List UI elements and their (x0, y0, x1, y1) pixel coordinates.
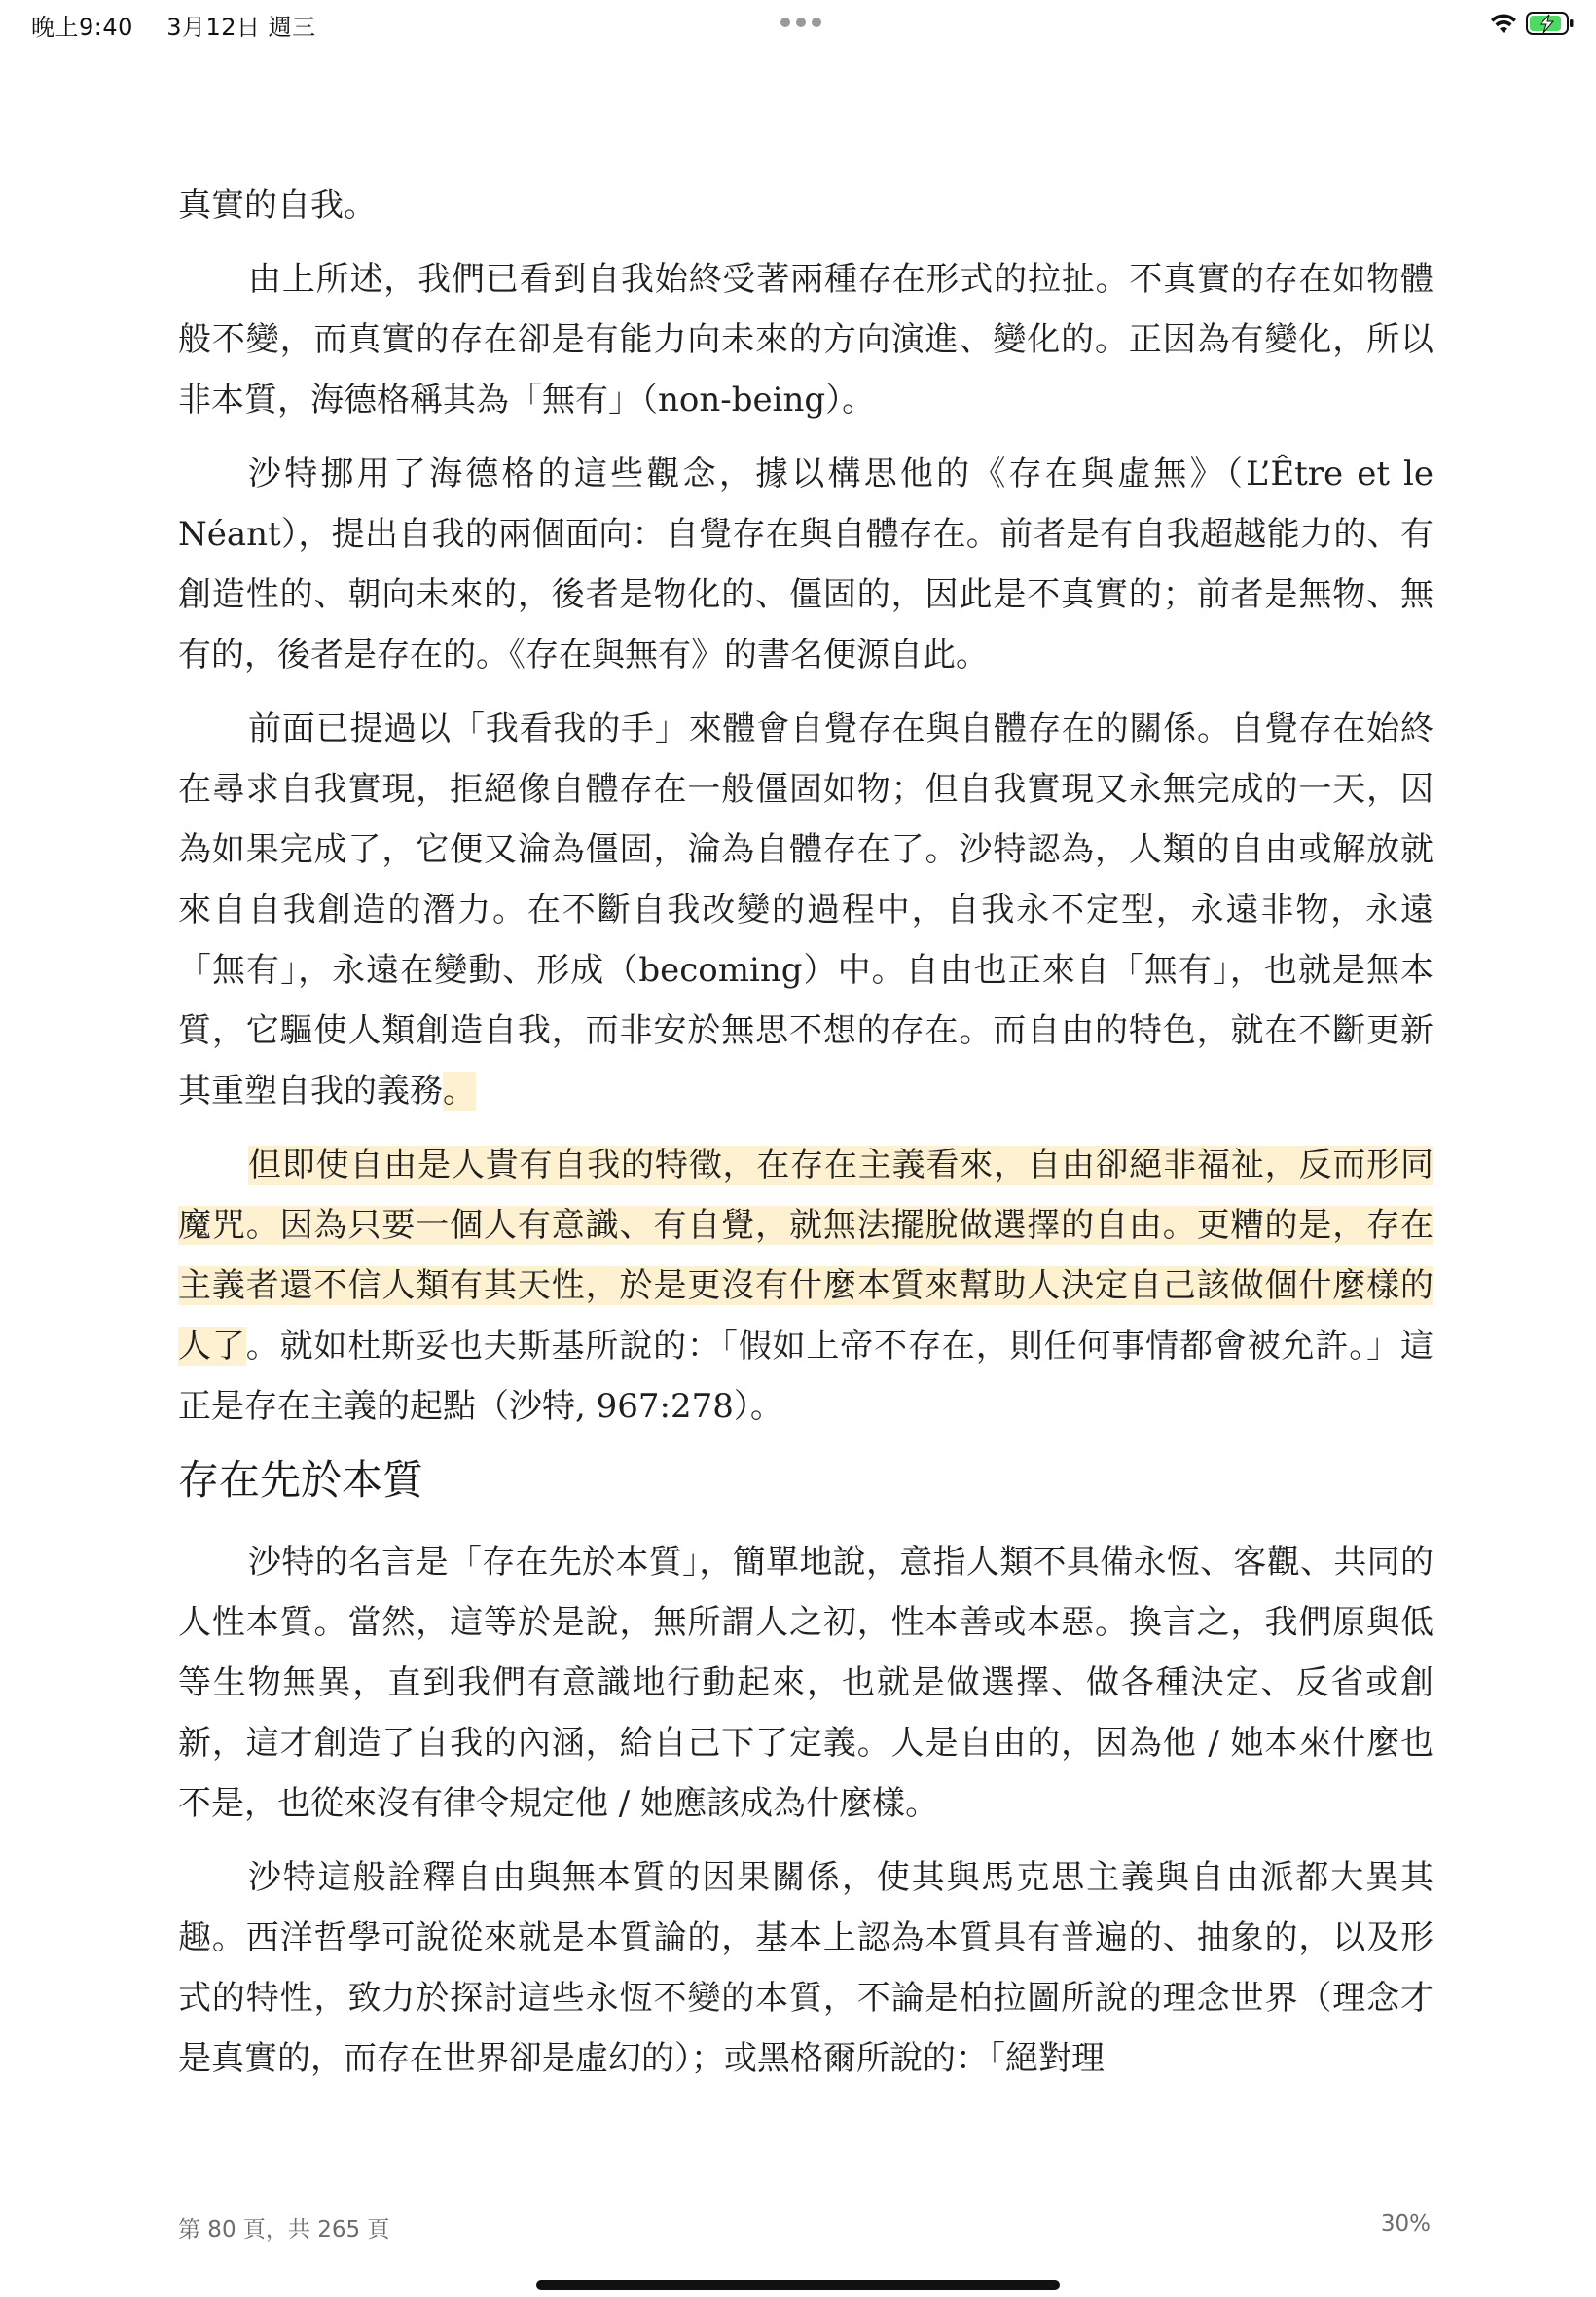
paragraph: 沙特的名言是「存在先於本質」，簡單地說，意指人類不具備永恆、客觀、共同的人性本質。當然，這等於是說，無所謂人之初，性本善或本惡。換言之，我們原與低等生物無異，直到我們有意識地行動起來，也就是做選擇、做各種決定、反省或創新，這才創造了自我的內涵，給自己下了定義。人是自由的，因為他 / 她本來什麼也不是，也從來沒有律令規定他 / 她應該成為什麼樣。 (178, 1543, 1433, 1823)
section-heading: 存在先於本質 (178, 1456, 424, 1504)
paragraph: 前面已提過以「我看我的手」來體會自覺存在與自體存在的關係。自覺存在始終在尋求自我實現，拒絕像自體存在一般僵固如物；但自我實現又永無完成的一天，因為如果完成了，它便又淪為僵固，淪為自體存在了。沙特認為，人類的自由或解放就來自自我創造的潛力。在不斷自我改變的過程中，自我永不定型，永遠非物，永遠「無有」，永遠在變動、形成（becoming）中。自由也正來自「無有」，也就是無本質，它驅使人類創造自我，而非安於無思不想的存在。而自由的特色，就在不斷更新其重塑自我的義務。 (178, 710, 1433, 1111)
status-time (31, 8, 316, 42)
page-info: 第 80 頁，共 265 頁 (178, 2217, 390, 2242)
reading-progress: 30% (1380, 2211, 1431, 2237)
status-bar (0, 0, 1596, 47)
paragraph: 但即使自由是人貴有自我的特徵，在存在主義看來，自由卻絕非福祉，反而形同魔咒。因為只要一個人有意識、有自覺，就無法擺脫做選擇的自由。更糟的是，存在主義者還不信人類有其天性，於是更沒有什麼本質來幫助人決定自己該做個什麼樣的人了。就如杜斯妥也夫斯基所說的：「假如上帝不存在，則任何事情都會被允許。」這正是存在主義的起點（沙特, 967:278）。 (178, 1146, 1434, 1426)
paragraph: 沙特這般詮釋自由與無本質的因果關係，使其與馬克思主義與自由派都大異其趣。西洋哲學可說從來就是本質論的，基本上認為本質具有普遍的、抽象的，以及形式的特性，致力於探討這些永恆不變的本質，不論是柏拉圖所說的理念世界（理念才是真實的，而存在世界卻是虛幻的）；或黑格爾所說的：「絕對理 (178, 1858, 1433, 2078)
book-page-content[interactable] (178, 175, 1433, 2102)
paragraph: 由上所述，我們已看到自我始終受著兩種存在形式的拉扯。不真實的存在如物體般不變，而真實的存在卻是有能力向未來的方向演進、變化的。正因為有變化，所以非本質，海德格稱其為「無有」（non-being）。 (178, 260, 1433, 419)
date-text: 3月12日 週三 (166, 14, 316, 41)
multitasking-dots-icon[interactable] (780, 18, 827, 27)
highlighted-text[interactable]: 。 (443, 1072, 476, 1111)
paragraph: 沙特挪用了海德格的這些觀念，據以構思他的《存在與虛無》（L’Être et le Néant），提出自我的兩個面向：自覺存在與自體存在。前者是有自我超越能力的、有創造性的、朝向未來的，後者是物化的、僵固的，因此是不真實的；前者是無物、無有的，後者是存在的。《存在與無有》的書名便源自此。 (178, 455, 1433, 675)
home-indicator[interactable] (536, 2280, 1060, 2290)
battery-charging-icon (1526, 11, 1575, 36)
paragraph: 真實的自我。 (178, 186, 377, 225)
wifi-icon (1489, 12, 1518, 35)
time-text: 晚上9:40 (31, 14, 133, 41)
highlighted-text[interactable]: 但即使自由是人貴有自我的特徵，在存在主義看來，自由卻絕非福祉，反而形同魔咒。因為只要一個人有意識、有自覺，就無法擺脫做選擇的自由。更糟的是，存在主義者還不信人類有其天性，於是更沒有什麼本質來幫助人決定自己該做個什麼樣的人了 (178, 1146, 1433, 1366)
